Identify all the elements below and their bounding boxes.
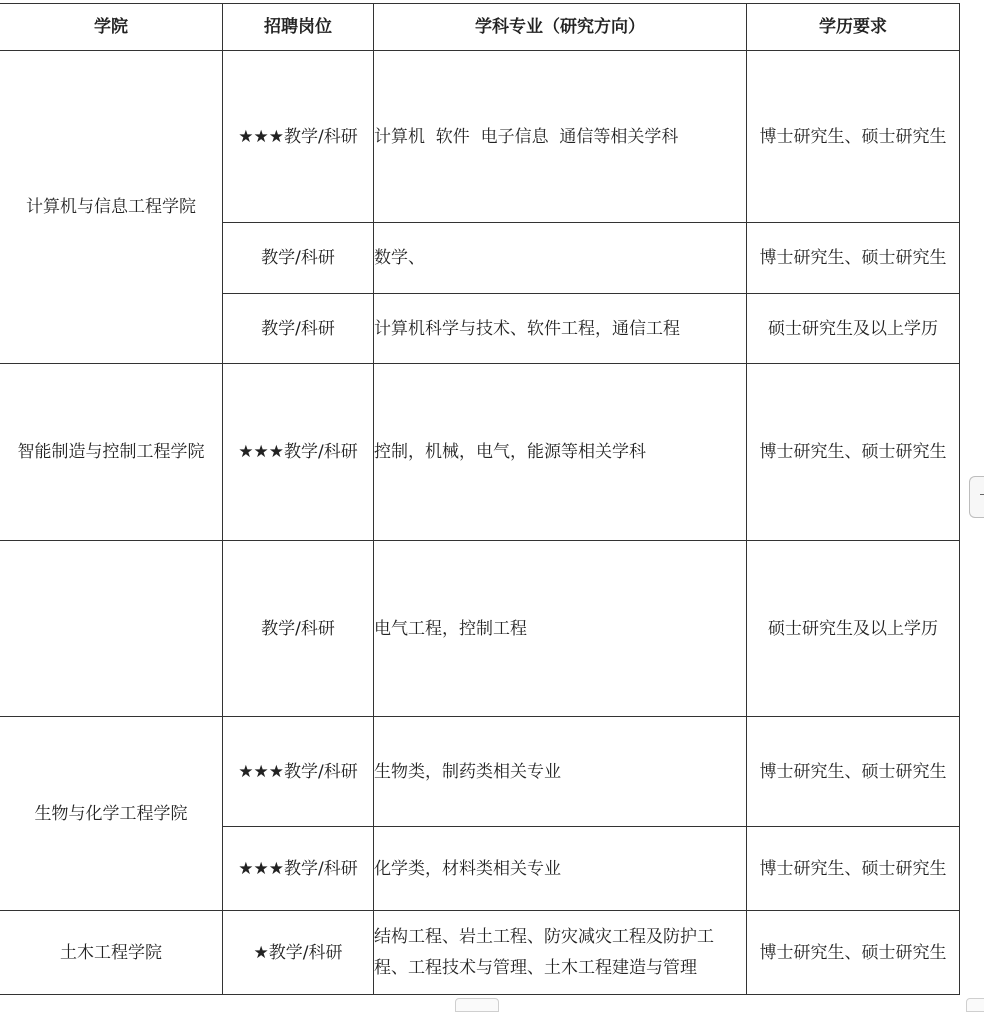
position-cell: ★教学/科研 (223, 911, 374, 995)
position-cell: ★★★教学/科研 (223, 364, 374, 541)
header-major: 学科专业（研究方向） (374, 4, 747, 51)
position-cell: ★★★教学/科研 (223, 717, 374, 827)
position-cell: ★★★教学/科研 (223, 827, 374, 911)
college-cell: 智能制造与控制工程学院 (0, 364, 223, 541)
education-cell: 硕士研究生及以上学历 (747, 294, 960, 364)
position-cell: ★★★教学/科研 (223, 51, 374, 223)
bottom-edge-tab[interactable] (455, 998, 499, 1012)
corner-edge-tab[interactable] (966, 998, 984, 1012)
major-cell: 计算机科学与技术、软件工程，通信工程 (374, 294, 747, 364)
header-position: 招聘岗位 (223, 4, 374, 51)
major-cell: 电气工程，控制工程 (374, 541, 747, 717)
major-cell: 计算机 软件 电子信息 通信等相关学科 (374, 51, 747, 223)
recruitment-table (0, 3, 960, 995)
position-cell: 教学/科研 (223, 294, 374, 364)
table-row (0, 911, 960, 995)
major-cell: 化学类，材料类相关专业 (374, 827, 747, 911)
header-college: 学院 (0, 4, 223, 51)
education-cell: 博士研究生、硕士研究生 (747, 223, 960, 294)
table-row (0, 541, 960, 717)
college-cell: 土木工程学院 (0, 911, 223, 995)
major-cell: 生物类，制药类相关专业 (374, 717, 747, 827)
major-cell: 数学、 (374, 223, 747, 294)
position-cell: 教学/科研 (223, 541, 374, 717)
side-expand-tab[interactable] (969, 476, 984, 518)
table-row (0, 717, 960, 827)
major-cell: 控制，机械，电气，能源等相关学科 (374, 364, 747, 541)
education-cell: 博士研究生、硕士研究生 (747, 51, 960, 223)
major-cell: 结构工程、岩土工程、防灾减灾工程及防护工程、工程技术与管理、土木工程建造与管理 (374, 911, 747, 995)
table-row (0, 364, 960, 541)
dash-icon (980, 494, 984, 495)
college-cell: 生物与化学工程学院 (0, 717, 223, 911)
position-cell: 教学/科研 (223, 223, 374, 294)
header-education: 学历要求 (747, 4, 960, 51)
college-cell-empty (0, 541, 223, 717)
education-cell: 博士研究生、硕士研究生 (747, 364, 960, 541)
education-cell: 博士研究生、硕士研究生 (747, 911, 960, 995)
education-cell: 博士研究生、硕士研究生 (747, 827, 960, 911)
table-row (0, 51, 960, 223)
college-cell: 计算机与信息工程学院 (0, 51, 223, 364)
education-cell: 博士研究生、硕士研究生 (747, 717, 960, 827)
table-header-row (0, 4, 960, 51)
education-cell: 硕士研究生及以上学历 (747, 541, 960, 717)
